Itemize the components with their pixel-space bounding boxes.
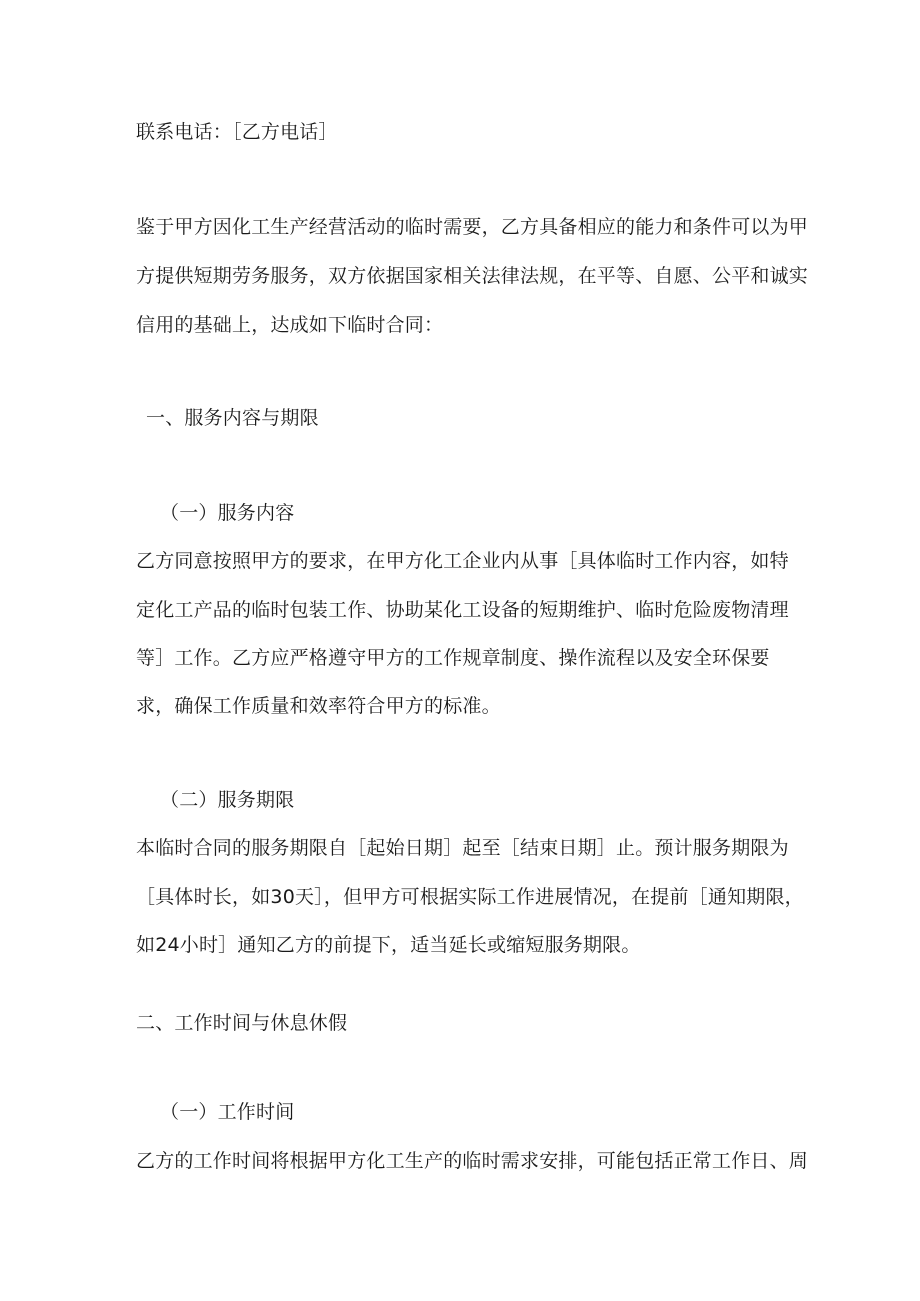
section-1-2-line-1: 本临时合同的服务期限自［起始日期］起至［结束日期］止。预计服务期限为 [136,837,789,859]
section-1-1-line-3: 等］工作。乙方应严格遵守甲方的工作规章制度、操作流程以及安全环保要 [136,647,770,669]
preamble-line-2: 方提供短期劳务服务，双方依据国家相关法律法规，在平等、自愿、公平和诚实 [136,265,809,287]
section-2-1-line-1: 乙方的工作时间将根据甲方化工生产的临时需求安排，可能包括正常工作日、周 [136,1150,809,1172]
section-1-heading: 一、服务内容与期限 [146,407,319,429]
section-2-heading: 二、工作时间与休息休假 [136,1012,348,1034]
section-1-2-line-3: 如24小时］通知乙方的前提下，适当延长或缩短服务期限。 [136,934,641,956]
section-1-1-line-1: 乙方同意按照甲方的要求，在甲方化工企业内从事［具体临时工作内容，如特 [136,550,789,572]
preamble-line-1: 鉴于甲方因化工生产经营活动的临时需要，乙方具备相应的能力和条件可以为甲 [136,216,809,238]
section-1-1-line-2: 定化工产品的临时包装工作、协助某化工设备的短期维护、临时危险废物清理 [136,599,789,621]
preamble-line-3: 信用的基础上，达成如下临时合同： [136,314,444,336]
contact-phone-line: 联系电话：［乙方电话］ [136,121,338,143]
section-2-1-heading: （一）工作时间 [160,1101,295,1123]
section-1-1-line-4: 求，确保工作质量和效率符合甲方的标准。 [136,695,501,717]
section-1-1-heading: （一）服务内容 [160,502,295,524]
section-1-2-heading: （二）服务期限 [160,789,295,811]
section-1-2-line-2: ［具体时长，如30天］，但甲方可根据实际工作进展情况，在提前［通知期限， [136,886,804,908]
